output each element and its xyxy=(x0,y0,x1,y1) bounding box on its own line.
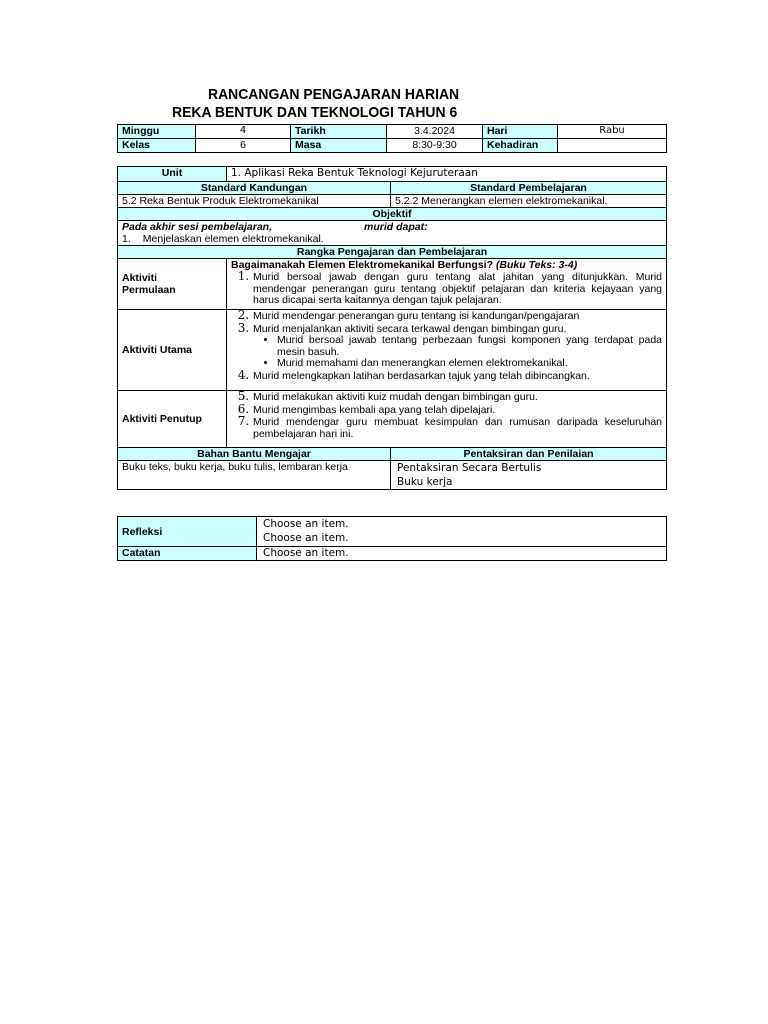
sk-value[interactable]: 5.2 Reka Bentuk Produk Elektromekanikal xyxy=(118,195,391,208)
unit-value[interactable]: 1. Aplikasi Reka Bentuk Teknologi Kejuruteraan xyxy=(227,167,667,182)
reflection-table xyxy=(117,516,667,561)
penutup-content[interactable] xyxy=(227,391,667,448)
permulaan-label xyxy=(118,259,227,310)
bahan-value[interactable]: Buku teks, buku kerja, buku tulis, lembaran kerja xyxy=(118,461,391,490)
pentaksiran-line-2: Buku kerja xyxy=(397,476,453,488)
objektif-intro-b: murid dapat: xyxy=(364,221,428,233)
permulaan-content[interactable] xyxy=(227,259,667,310)
pentaksiran-label: Pentaksiran dan Penilaian xyxy=(391,448,667,461)
refleksi-dropdown-1[interactable]: Choose an item. xyxy=(263,518,349,530)
list-item: 6. Murid mengimbas kembali apa yang telah dipelajari. xyxy=(253,404,662,417)
page-subtitle: REKA BENTUK DAN TEKNOLOGI TAHUN 6 xyxy=(172,104,458,121)
utama-label: Aktiviti Utama xyxy=(118,310,227,391)
permulaan-heading-ref: (Buku Teks: 3-4) xyxy=(495,259,578,271)
list-item: 1. Murid bersoal jawab dengan guru tentang alat jahitan yang ditunjukkan. Murid mendengar penerangan guru tentang objektif pelajaran dan kriteria kejayaan yang harus dicapai serta kaitannya dengan tajuk pelajaran. xyxy=(253,271,662,307)
refleksi-label: Refleksi xyxy=(118,517,257,547)
catatan-label: Catatan xyxy=(118,547,257,561)
minggu-value[interactable]: 4 xyxy=(196,125,291,139)
list-item: 3. Murid menjalankan aktiviti secara terkawal dengan bimbingan guru. xyxy=(253,323,662,336)
list-item: 5. Murid melakukan aktiviti kuiz mudah dengan bimbingan guru. xyxy=(253,391,662,404)
sk-label: Standard Kandungan xyxy=(118,182,391,195)
kelas-label: Kelas xyxy=(118,139,196,153)
bullet-item: • Murid memahami dan menerangkan elemen elektromekanikal. xyxy=(277,358,662,370)
hari-label: Hari xyxy=(483,125,558,139)
bullet-item: • Murid bersoal jawab tentang perbezaan fungsi komponen yang terdapat pada mesin basuh. xyxy=(277,335,662,358)
kehadiran-label: Kehadiran xyxy=(483,139,558,153)
kehadiran-value[interactable] xyxy=(558,139,667,153)
refleksi-dropdown-2[interactable]: Choose an item. xyxy=(263,532,349,544)
objektif-label: Objektif xyxy=(118,208,667,221)
list-item: 2. Murid mendengar penerangan guru tentang isi kandungan/pengajaran xyxy=(253,310,662,323)
page-title: RANCANGAN PENGAJARAN HARIAN xyxy=(208,86,460,103)
objektif-item-num: 1. xyxy=(122,233,131,245)
permulaan-label-1: Aktiviti xyxy=(122,272,158,284)
pentaksiran-line-1: Pentaksiran Secara Bertulis xyxy=(397,462,542,474)
masa-value[interactable]: 8:30-9:30 xyxy=(387,139,483,153)
refleksi-value[interactable] xyxy=(257,517,667,547)
unit-label: Unit xyxy=(118,167,227,182)
tarikh-label: Tarikh xyxy=(291,125,387,139)
catatan-dropdown[interactable]: Choose an item. xyxy=(257,547,667,561)
permulaan-heading: Bagaimanakah Elemen Elektromekanikal Berfungsi? xyxy=(231,259,494,271)
header-table xyxy=(117,124,667,153)
sp-value[interactable]: 5.2.2 Menerangkan elemen elektromekanikal. xyxy=(391,195,667,208)
tarikh-value[interactable]: 3.4.2024 xyxy=(387,125,483,139)
pentaksiran-value[interactable] xyxy=(391,461,667,490)
masa-label: Masa xyxy=(291,139,387,153)
list-item: 4. Murid melengkapkan latihan berdasarkan tajuk yang telah dibincangkan. xyxy=(253,370,662,383)
penutup-label: Aktiviti Penutup xyxy=(118,391,227,448)
rangka-label: Rangka Pengajaran dan Pembelajaran xyxy=(118,246,667,259)
objektif-item: Menjelaskan elemen elektromekanikal. xyxy=(142,233,324,245)
list-item: 7. Murid mendengar guru membuat kesimpulan dan rumusan daripada keseluruhan pembelajaran hari ini. xyxy=(253,416,662,440)
lesson-table xyxy=(117,166,667,490)
objektif-body[interactable] xyxy=(118,221,667,246)
sp-label: Standard Pembelajaran xyxy=(391,182,667,195)
kelas-value[interactable]: 6 xyxy=(196,139,291,153)
utama-content[interactable] xyxy=(227,310,667,391)
permulaan-label-2: Permulaan xyxy=(122,284,176,296)
objektif-intro-a: Pada akhir sesi pembelajaran, xyxy=(122,221,272,233)
hari-value[interactable]: Rabu xyxy=(558,125,667,139)
bahan-label: Bahan Bantu Mengajar xyxy=(118,448,391,461)
minggu-label: Minggu xyxy=(118,125,196,139)
